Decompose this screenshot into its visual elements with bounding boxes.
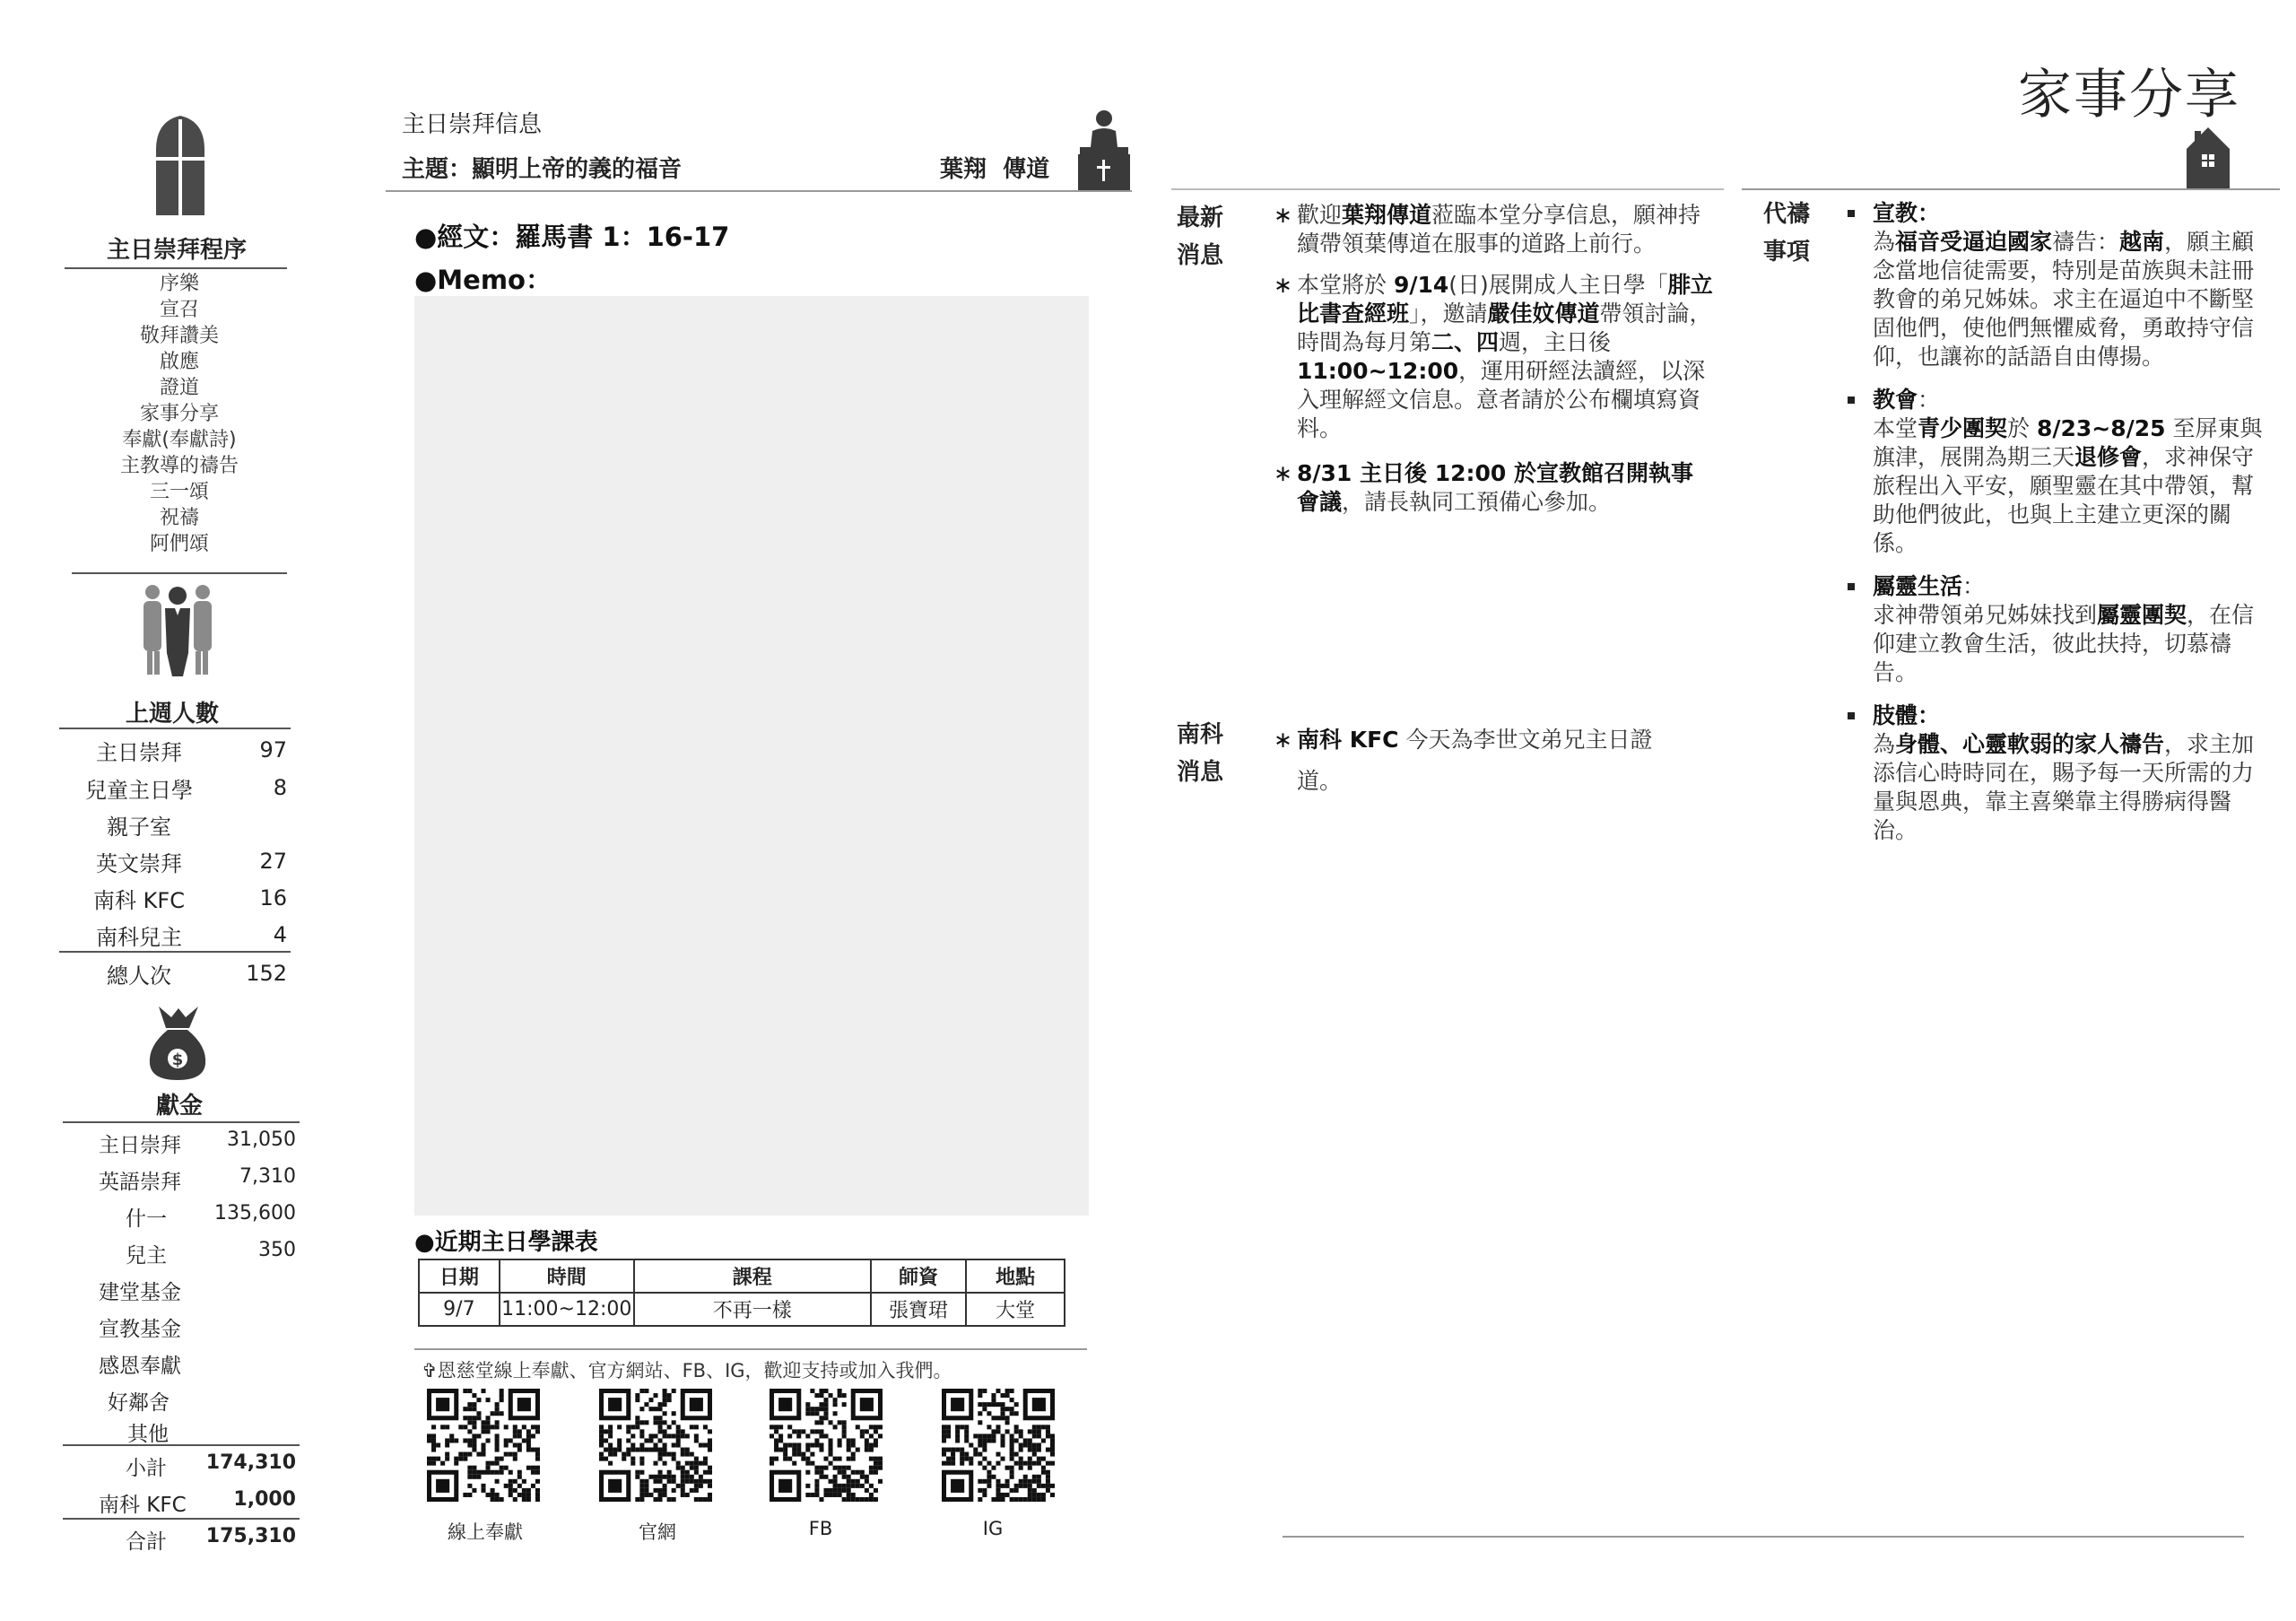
col-place: 地點: [966, 1259, 1065, 1293]
prayer-heading: 宣教：: [1873, 200, 1941, 226]
offering-value: 7,310: [239, 1165, 296, 1188]
offering-value: 31,050: [227, 1129, 296, 1151]
attendance-row: [72, 736, 287, 764]
prayer-text: 為: [1873, 229, 1896, 255]
offering-label: 兒主: [126, 1244, 167, 1268]
attendance-row: [72, 847, 287, 876]
divider: [65, 267, 287, 269]
sermon-speaker: 葉翔 傳道: [940, 156, 1050, 183]
people-icon: [142, 581, 213, 676]
sermon-section-label: 主日崇拜信息: [402, 111, 543, 138]
program-item: 祝禱: [159, 507, 199, 529]
prayer-text: ，在信仰建立教會生活，彼此扶持，切慕禱告。: [1873, 602, 2255, 685]
offering-label: 感恩奉獻: [99, 1355, 181, 1378]
offering-value: 175,310: [205, 1525, 296, 1547]
prayer-text: 禱告：: [2052, 229, 2120, 255]
kfc-news-item: [1274, 719, 1715, 802]
offering-value: 1,000: [233, 1488, 296, 1511]
offering-label: 小計: [126, 1457, 167, 1480]
offering-row: [72, 1451, 296, 1480]
offering-label: 南科 KFC: [99, 1494, 187, 1517]
divider: [59, 728, 291, 729]
prayer-text: ，願主顧念當地信徒需要，特別是苗族與未註冊教會的弟兄姊妹。求主在逼迫中不斷堅固他們，使他們無懼威脅，勇敢持守信仰，也讓祢的話語自由傳揚。: [1873, 229, 2255, 370]
square-bullet: [1848, 210, 1855, 217]
news-text: ，運用研經法讀經，以深入理解經文信息。意者請於公布欄填寫資料。: [1297, 358, 1706, 441]
program-item: 奉獻(奉獻詩): [122, 429, 237, 451]
pulpit-icon: [1076, 109, 1132, 190]
news-emphasis: 11:00~12:00: [1297, 358, 1459, 384]
offering-row: [72, 1386, 296, 1415]
news-emphasis: 腓立比書查經班: [1297, 272, 1713, 327]
church-window-icon: [154, 114, 206, 217]
prayer-heading: 屬靈生活: [1873, 573, 1963, 599]
news-emphasis: 二、四: [1431, 329, 1500, 355]
offering-row: [72, 1202, 296, 1231]
offering-row: [72, 1312, 296, 1341]
attendance-row: [72, 810, 287, 839]
sermon-topic: 主題：顯明上帝的義的福音: [402, 156, 683, 183]
prayer-emphasis: 越南: [2119, 229, 2165, 255]
attendance-label: 南科兒主: [96, 924, 182, 950]
news-text: 帶領討論，時間為每月第: [1297, 301, 1712, 355]
news-text: 歡迎: [1297, 202, 1343, 228]
sunday-school-table: [418, 1259, 1065, 1327]
offering-label: 主日崇拜: [99, 1134, 181, 1157]
news-text: 週，主日後: [1499, 329, 1612, 355]
table-row: [419, 1293, 1065, 1326]
attendance-value: 27: [259, 849, 287, 874]
qr-label-fb: FB: [808, 1518, 833, 1539]
program-item: 宣召: [159, 299, 199, 321]
offering-label: 什一: [126, 1207, 167, 1231]
attendance-row: [72, 773, 287, 802]
program-list: [81, 271, 278, 557]
col-time: 時間: [500, 1259, 634, 1293]
divider: [386, 190, 1132, 192]
memo-label: ●Memo：: [414, 265, 552, 295]
offering-label: 其他: [127, 1423, 169, 1446]
program-item: 序樂: [159, 273, 199, 295]
prayer-item: [1873, 702, 2273, 845]
money-bag-icon: [146, 1005, 209, 1082]
star-bullet: ∗: [1274, 727, 1292, 753]
news-text: 蒞臨本堂分享信息，願神持續帶領葉傳道在服事的道路上前行。: [1297, 202, 1701, 257]
news-text: ，請長執同工預備心參加。: [1342, 489, 1612, 515]
program-item: 敬拜讚美: [139, 325, 219, 347]
news-emphasis: 嚴佳妏傳道: [1487, 301, 1600, 327]
attendance-label: 兒童主日學: [85, 777, 193, 803]
news-emphasis: 葉翔傳道: [1342, 202, 1432, 228]
cell-time: 11:00~12:00: [500, 1293, 634, 1326]
news-item: [1274, 201, 1715, 258]
program-item: 啟應: [159, 351, 199, 373]
divider: [63, 1121, 300, 1123]
attendance-row: [72, 959, 287, 988]
attendance-label: 親子室: [107, 814, 171, 840]
qr-label-ig: IG: [982, 1518, 1004, 1539]
attendance-heading: 上週人數: [125, 701, 219, 728]
offering-row: [72, 1129, 296, 1157]
divider: [63, 1444, 300, 1446]
program-item: 阿們頌: [149, 533, 209, 555]
divider: [414, 1348, 1087, 1350]
prayer-text: 為: [1873, 731, 1896, 757]
prayer-label: [1763, 196, 1810, 271]
prayer-text: 至屏東與旗津，展開為期三天: [1873, 415, 2263, 470]
house-icon: [2185, 126, 2231, 192]
square-bullet: [1848, 397, 1855, 404]
attendance-row: [72, 920, 287, 949]
prayer-emphasis: 身體、心靈軟弱的家人禱告: [1895, 731, 2165, 757]
divider: [1171, 188, 1724, 190]
attendance-value: 16: [259, 885, 287, 911]
offering-label: 合計: [126, 1530, 167, 1554]
attendance-label: 總人次: [107, 963, 171, 989]
attendance-label: 主日崇拜: [96, 739, 182, 765]
offering-label: 建堂基金: [99, 1281, 181, 1304]
offering-row: [72, 1488, 296, 1517]
divider: [72, 572, 287, 574]
table-header-row: [419, 1259, 1065, 1293]
news-text: 」，邀請: [1409, 301, 1488, 327]
divider: [63, 1518, 300, 1520]
star-bullet: ∗: [1274, 460, 1292, 486]
program-item: 主教導的禱告: [119, 455, 239, 477]
qr-code-fb[interactable]: [770, 1389, 883, 1502]
news-emphasis: 9/14: [1393, 272, 1449, 298]
kfc-news-label: [1177, 716, 1223, 791]
news-text: 今天為李世文弟兄主日證: [1398, 727, 1653, 753]
offering-row: [72, 1349, 296, 1378]
prayer-emphasis: 8/23~8/25: [2036, 415, 2166, 441]
offering-value: 350: [258, 1239, 296, 1261]
kfc-label-line1: 南科: [1177, 721, 1224, 748]
prayer-emphasis: 福音受逼迫國家: [1895, 229, 2053, 255]
news-emphasis: 8/31 主日後 12:00 於宣教館召開執事會議: [1297, 460, 1694, 515]
attendance-value: 4: [273, 922, 287, 947]
attendance-value: 8: [273, 775, 287, 800]
prayer-label-line2: 事項: [1763, 239, 1811, 266]
prayer-text: 本堂: [1873, 415, 1918, 441]
offering-label: 宣教基金: [99, 1318, 181, 1341]
news-item: [1274, 271, 1715, 443]
svg-text:$: $: [171, 1050, 184, 1069]
prayer-colon: ：: [1918, 387, 1941, 413]
offering-label: 好鄰舍: [108, 1391, 170, 1415]
prayer-item: [1873, 386, 2273, 558]
prayer-heading: 肢體：: [1873, 702, 1941, 728]
program-item: 三一頌: [149, 481, 209, 503]
news-emphasis: 南科 KFC: [1297, 727, 1399, 753]
col-course: 課程: [634, 1259, 871, 1293]
prayer-text: ，求主加添信心時時同在，賜予每一天所需的力量與恩典，靠主喜樂靠主得勝病得醫治。: [1873, 731, 2255, 843]
prayer-text: ，求神保守旅程出入平安，願聖靈在其中帶領，幫助他們彼此，也與上主建立更深的關係。: [1873, 444, 2255, 556]
prayer-label-line1: 代禱: [1763, 201, 1811, 228]
offering-row: [72, 1525, 296, 1554]
attendance-label: 英文崇拜: [96, 850, 182, 876]
news-text: (日)展開成人主日學「: [1448, 272, 1668, 298]
offering-heading: 獻金: [155, 1093, 203, 1120]
offering-row: [72, 1239, 296, 1268]
news-label-line2: 消息: [1177, 242, 1224, 269]
square-bullet: [1848, 583, 1855, 590]
prayer-item: [1873, 572, 2273, 687]
program-item: 證道: [159, 377, 199, 399]
divider: [59, 951, 291, 953]
qr-code-website[interactable]: [599, 1389, 712, 1502]
attendance-label: 南科 KFC: [93, 887, 185, 913]
prayer-heading: 教會: [1873, 387, 1918, 413]
attendance-value: 152: [246, 961, 287, 986]
memo-area[interactable]: [414, 296, 1089, 1216]
prayer-emphasis: 青少團契: [1918, 415, 2008, 441]
news-label: [1177, 199, 1223, 275]
cell-teacher: 張寶珺: [871, 1293, 967, 1326]
star-bullet: ∗: [1274, 272, 1292, 298]
offering-value: 135,600: [214, 1202, 296, 1224]
kfc-label-line2: 消息: [1177, 759, 1224, 786]
prayer-emphasis: 屬靈團契: [2097, 602, 2187, 628]
prayer-emphasis: 退修會: [2074, 444, 2143, 470]
prayer-text: 於: [2007, 415, 2037, 441]
attendance-row: [72, 884, 287, 912]
prayer-item: [1873, 199, 2273, 371]
cell-place: 大堂: [966, 1293, 1065, 1326]
col-date: 日期: [419, 1259, 500, 1293]
cell-course: 不再一樣: [634, 1293, 871, 1326]
news-label-line1: 最新: [1177, 205, 1224, 231]
offering-label: 英語崇拜: [99, 1171, 181, 1194]
news-text: 本堂將於: [1297, 272, 1394, 298]
offering-value: 174,310: [205, 1451, 296, 1474]
scripture: ●經文：羅馬書 1：16-17: [414, 222, 730, 252]
cell-date: 9/7: [419, 1293, 500, 1326]
program-heading: 主日崇拜程序: [106, 237, 247, 264]
divider: [1283, 1536, 2244, 1538]
attendance-value: 97: [259, 737, 287, 763]
news-item: [1274, 459, 1715, 517]
col-teacher: 師資: [871, 1259, 967, 1293]
page-title: 家事分享: [2018, 64, 2240, 126]
program-item: 家事分享: [139, 403, 219, 425]
qr-label-website: 官網: [639, 1521, 676, 1543]
sunday-school-title: ●近期主日學課表: [414, 1229, 598, 1256]
qr-code-ig[interactable]: [942, 1389, 1055, 1502]
offering-row: [72, 1165, 296, 1194]
offering-row: [72, 1417, 296, 1446]
qr-code-offering[interactable]: [427, 1389, 540, 1502]
square-bullet: [1848, 712, 1855, 719]
qr-label-offering: 線上奉獻: [448, 1521, 523, 1543]
online-note: ✞恩慈堂線上奉獻、官方網站、FB、IG，歡迎支持或加入我們。: [422, 1360, 952, 1381]
divider: [1742, 188, 2280, 190]
news-text: 道。: [1297, 768, 1343, 794]
offering-row: [72, 1276, 296, 1304]
star-bullet: ∗: [1274, 202, 1292, 228]
prayer-colon: ：: [1962, 573, 1986, 599]
prayer-text: 求神帶領弟兄姊妹找到: [1873, 602, 2098, 628]
